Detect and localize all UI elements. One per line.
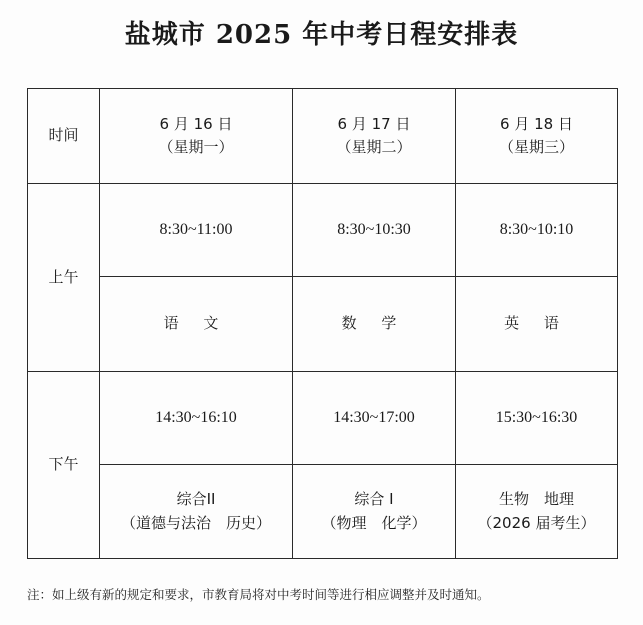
exam-time-cell: 14:30~16:10 <box>100 372 293 465</box>
morning-subject-row <box>28 277 618 372</box>
afternoon-subject-row <box>28 465 618 559</box>
footnote: 注：如上级有新的规定和要求，市教育局将对中考时间等进行相应调整并及时通知。 <box>27 587 490 602</box>
subject-cell <box>456 465 618 559</box>
page-title: 盐城市 2025 年中考日程安排表 <box>124 20 519 50</box>
afternoon-time-row <box>28 372 618 465</box>
subject-cell: 语 文 <box>100 277 293 372</box>
day-weekday: （星期一） <box>158 138 234 156</box>
exam-time-cell: 8:30~10:30 <box>293 184 456 277</box>
subject-detail: （2026 届考生） <box>477 513 596 532</box>
subject-cell <box>100 465 293 559</box>
exam-time-cell: 14:30~17:00 <box>293 372 456 465</box>
morning-time-row <box>28 184 618 277</box>
schedule-table <box>27 88 618 559</box>
day-date: 6 月 18 日 <box>500 114 573 133</box>
day-header-cell <box>293 89 456 184</box>
day-date: 6 月 17 日 <box>337 114 411 133</box>
day-weekday: （星期三） <box>498 138 574 156</box>
subject-name: 综合 I <box>354 490 394 509</box>
day-header-cell <box>456 89 618 184</box>
subject-detail: （物理 化学） <box>321 513 427 532</box>
subject-name: 综合II <box>176 490 216 509</box>
day-weekday: （星期二） <box>336 138 412 156</box>
exam-time-cell: 15:30~16:30 <box>456 372 618 465</box>
subject-detail: （道德与法治 历史） <box>120 513 271 532</box>
header-row <box>28 89 618 184</box>
morning-label: 上午 <box>28 184 100 372</box>
exam-time-cell: 8:30~10:10 <box>456 184 618 277</box>
afternoon-label: 下午 <box>28 372 100 559</box>
subject-cell: 英 语 <box>456 277 618 372</box>
subject-cell: 数 学 <box>293 277 456 372</box>
exam-time-cell: 8:30~11:00 <box>100 184 293 277</box>
subject-name: 生物 地理 <box>498 490 574 509</box>
day-header-cell <box>100 89 293 184</box>
time-header-cell: 时间 <box>28 89 100 184</box>
subject-cell <box>293 465 456 559</box>
day-date: 6 月 16 日 <box>159 114 233 133</box>
